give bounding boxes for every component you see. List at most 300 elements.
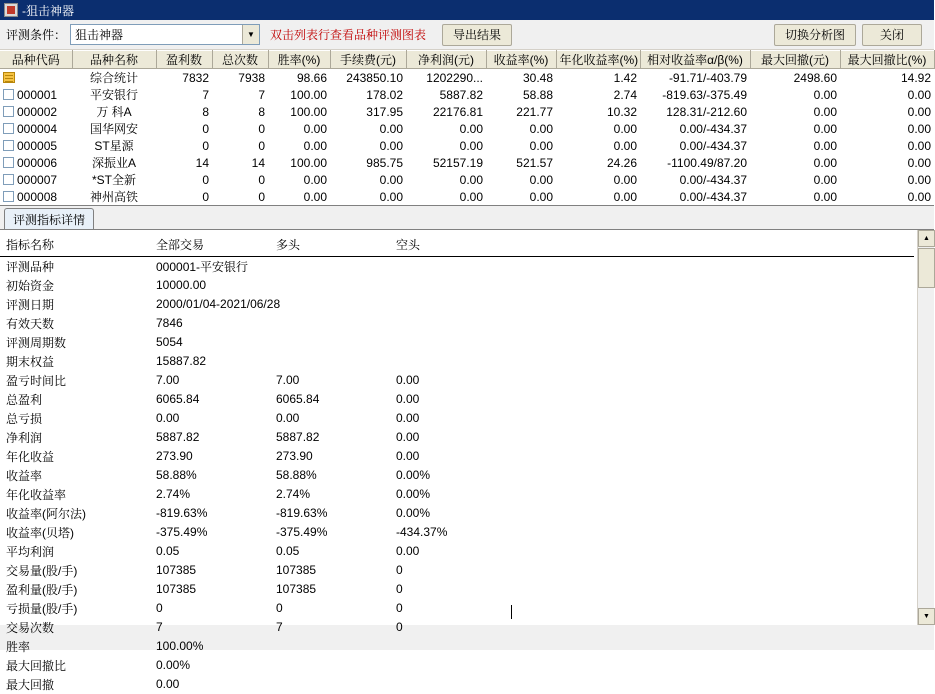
cell-relative-yield: 0.00/-434.37 <box>679 121 747 136</box>
cell-total: 7938 <box>238 70 265 85</box>
detail-cell-metric: 评测品种 <box>6 259 55 274</box>
cell-annual-yield: 10.32 <box>606 104 637 119</box>
detail-cell-short <box>390 352 510 371</box>
detail-row <box>0 256 914 276</box>
cell-netprofit: 52157.19 <box>432 155 483 170</box>
detail-cell-long <box>270 333 390 352</box>
cell-fee: 0.00 <box>379 172 403 187</box>
cell-name: 国华网安 <box>89 122 138 136</box>
cell-wins: 0 <box>202 189 209 204</box>
cell-max-drawdown: 0.00 <box>813 189 837 204</box>
detail-table <box>0 230 914 694</box>
close-button[interactable]: 关闭 <box>862 24 922 46</box>
detail-cell-long: 0.00 <box>276 411 300 425</box>
detail-cell-short <box>390 675 510 694</box>
results-table-header-row <box>0 51 934 69</box>
cell-relative-yield: -1100.49/87.20 <box>667 155 747 170</box>
condition-combobox-value: 狙击神器 <box>75 28 124 42</box>
detail-cell-metric: 评测周期数 <box>6 335 67 350</box>
detail-row <box>0 409 914 428</box>
cell-winrate: 0.00 <box>303 189 327 204</box>
cell-code[interactable] <box>0 86 72 103</box>
tab-strip <box>0 206 934 230</box>
cell-annual-yield: 2.74 <box>613 87 637 102</box>
col-header-max-drawdown-pct[interactable]: 最大回撤比(%) <box>840 51 934 69</box>
cell-code-text: 000007 <box>17 172 58 187</box>
cell-annual-yield: 0.00 <box>613 138 637 153</box>
detail-cell-short: 0.00 <box>396 411 420 425</box>
cell-name: 深振业A <box>91 156 136 170</box>
cell-annual-yield: 0.00 <box>613 189 637 204</box>
detail-cell-filler <box>510 428 914 447</box>
detail-row <box>0 352 914 371</box>
detail-cell-short: 0.00 <box>396 373 420 387</box>
detail-cell-metric: 年化收益率 <box>6 487 67 502</box>
scroll-down-button[interactable]: ▼ <box>918 608 935 625</box>
cell-code[interactable] <box>0 171 72 188</box>
detail-cell-long: 273.90 <box>276 449 313 463</box>
detail-cell-filler <box>510 656 914 675</box>
cell-code-text: 000004 <box>17 121 58 136</box>
cell-annual-yield: 24.26 <box>606 155 637 170</box>
detail-cell-metric: 亏损量(股/手) <box>6 601 78 616</box>
detail-cell-short: 0 <box>396 563 403 577</box>
detail-cell-metric: 年化收益 <box>6 449 55 464</box>
checkbox-icon[interactable] <box>3 106 14 117</box>
detail-cell-long: 5887.82 <box>276 430 320 444</box>
cell-relative-yield: -91.71/-403.79 <box>668 70 747 85</box>
cell-netprofit: 5887.82 <box>439 87 483 102</box>
detail-cell-long: 0.05 <box>276 544 300 558</box>
cell-name: *ST全新 <box>91 173 136 187</box>
cell-winrate: 0.00 <box>303 138 327 153</box>
cell-wins: 0 <box>202 121 209 136</box>
detail-row <box>0 599 914 618</box>
detail-cell-filler <box>510 637 914 656</box>
cell-annual-yield: 0.00 <box>613 121 637 136</box>
detail-cell-metric: 初始资金 <box>6 278 55 293</box>
cell-wins: 0 <box>202 172 209 187</box>
detail-cell-metric: 盈亏时间比 <box>6 373 67 388</box>
export-results-button[interactable]: 导出结果 <box>442 24 512 46</box>
cell-max-drawdown: 0.00 <box>813 172 837 187</box>
detail-row <box>0 466 914 485</box>
cell-code[interactable] <box>0 154 72 171</box>
app-icon <box>4 3 18 17</box>
detail-row <box>0 390 914 409</box>
cell-winrate: 100.00 <box>290 104 327 119</box>
detail-row <box>0 447 914 466</box>
cell-total: 0 <box>258 138 265 153</box>
detail-cell-filler <box>510 466 914 485</box>
cell-max-drawdown: 0.00 <box>813 87 837 102</box>
cell-wins: 0 <box>202 138 209 153</box>
results-grid <box>0 50 934 206</box>
cell-wins: 14 <box>195 155 209 170</box>
detail-row <box>0 561 914 580</box>
cell-code[interactable] <box>0 69 72 87</box>
detail-row <box>0 276 914 295</box>
cell-netprofit: 0.00 <box>459 189 483 204</box>
detail-cell-all: 6065.84 <box>156 392 200 406</box>
col-header-winrate[interactable]: 胜率(%) <box>268 51 330 69</box>
detail-cell-all: 10000.00 <box>156 278 207 292</box>
cell-code-text: 000006 <box>17 155 58 170</box>
cell-netprofit: 0.00 <box>459 138 483 153</box>
detail-cell-metric: 交易次数 <box>6 620 55 635</box>
cell-fee: 0.00 <box>379 138 403 153</box>
cell-code-text: 000008 <box>17 189 58 204</box>
detail-cell-all: 2000/01/04-2021/06/28 <box>156 297 281 311</box>
detail-cell-all: 2.74% <box>156 487 191 501</box>
detail-cell-long: -819.63% <box>276 506 328 520</box>
detail-cell-all: 7 <box>156 620 163 634</box>
detail-cell-filler <box>510 580 914 599</box>
col-header-max-drawdown[interactable]: 最大回撤(元) <box>750 51 840 69</box>
detail-cell-all: 107385 <box>156 563 197 577</box>
detail-col-header-long: 多头 <box>270 230 390 256</box>
condition-combobox[interactable] <box>70 24 260 45</box>
detail-row <box>0 542 914 561</box>
detail-cell-filler <box>510 523 914 542</box>
detail-cell-all: 0.00% <box>156 658 191 672</box>
table-row[interactable] <box>0 188 934 205</box>
detail-cell-metric: 盈利量(股/手) <box>6 582 78 597</box>
detail-row <box>0 314 914 333</box>
detail-cell-long <box>270 256 390 276</box>
title-bar <box>0 0 934 20</box>
table-row[interactable] <box>0 171 934 188</box>
results-table-body <box>0 69 934 206</box>
tab-metric-details[interactable]: 评测指标详情 <box>4 208 94 229</box>
cell-max-drawdown-pct: 0.00 <box>907 104 931 119</box>
cell-code-text: 000002 <box>17 104 58 119</box>
checkbox-icon[interactable] <box>3 157 14 168</box>
detail-cell-all: 15887.82 <box>156 354 207 368</box>
col-header-annual-yield[interactable]: 年化收益率(%) <box>556 51 640 69</box>
detail-cell-filler <box>510 256 914 276</box>
detail-row <box>0 371 914 390</box>
detail-cell-long: 0 <box>276 601 283 615</box>
cell-name: 平安银行 <box>89 88 138 102</box>
condition-label: 评测条件： <box>6 28 67 42</box>
cell-fee: 985.75 <box>366 155 403 170</box>
detail-cell-long: 7.00 <box>276 373 300 387</box>
detail-row <box>0 333 914 352</box>
cell-yield: 221.77 <box>516 104 553 119</box>
detail-cell-metric: 收益率(贝塔) <box>6 525 74 540</box>
detail-cell-short: -434.37% <box>396 525 448 539</box>
detail-cell-metric: 总亏损 <box>6 411 43 426</box>
switch-chart-button[interactable]: 切换分析图 <box>774 24 856 46</box>
cell-netprofit: 1202290... <box>426 70 483 85</box>
detail-col-header-short: 空头 <box>390 230 510 256</box>
cell-max-drawdown-pct: 0.00 <box>907 121 931 136</box>
cell-yield: 0.00 <box>529 189 553 204</box>
cell-relative-yield: 128.31/-212.60 <box>666 104 747 119</box>
cell-max-drawdown-pct: 0.00 <box>907 87 931 102</box>
cell-total: 7 <box>258 87 265 102</box>
detail-cell-long: 107385 <box>276 582 317 596</box>
detail-cell-filler <box>510 675 914 694</box>
detail-vertical-scrollbar[interactable] <box>917 230 934 625</box>
detail-cell-filler <box>510 390 914 409</box>
detail-table-body <box>0 256 914 694</box>
cell-netprofit: 0.00 <box>459 121 483 136</box>
detail-row <box>0 428 914 447</box>
window-title: -狙击神器 <box>22 3 74 18</box>
detail-cell-filler <box>510 618 914 637</box>
checkbox-icon[interactable] <box>3 140 14 151</box>
cell-winrate: 0.00 <box>303 121 327 136</box>
cell-max-drawdown-pct: 14.92 <box>900 70 931 85</box>
detail-cell-filler <box>510 409 914 428</box>
cell-yield: 521.57 <box>516 155 553 170</box>
table-row[interactable] <box>0 103 934 120</box>
detail-cell-all: 7846 <box>156 316 183 330</box>
checkbox-icon[interactable] <box>3 174 14 185</box>
cell-yield: 30.48 <box>522 70 553 85</box>
detail-cell-metric: 平均利润 <box>6 544 55 559</box>
detail-row <box>0 295 914 314</box>
col-header-wins[interactable]: 盈利数 <box>156 51 212 69</box>
detail-cell-all: 5054 <box>156 335 183 349</box>
cell-max-drawdown-pct: 0.00 <box>907 155 931 170</box>
detail-cell-filler <box>510 504 914 523</box>
detail-cell-long <box>270 276 390 295</box>
detail-cell-filler <box>510 447 914 466</box>
col-header-code[interactable]: 品种代码 <box>0 51 72 69</box>
detail-row <box>0 618 914 637</box>
table-row[interactable] <box>0 137 934 154</box>
checkbox-icon[interactable] <box>3 191 14 202</box>
cell-netprofit: 22176.81 <box>432 104 483 119</box>
cell-max-drawdown-pct: 0.00 <box>907 172 931 187</box>
cell-total: 14 <box>251 155 265 170</box>
detail-cell-long <box>270 314 390 333</box>
cell-winrate: 0.00 <box>303 172 327 187</box>
cell-name: 综合统计 <box>89 71 138 85</box>
cell-max-drawdown-pct: 0.00 <box>907 138 931 153</box>
cell-relative-yield: 0.00/-434.37 <box>679 138 747 153</box>
detail-row <box>0 523 914 542</box>
detail-cell-metric: 期末权益 <box>6 354 55 369</box>
detail-cell-short: 0 <box>396 582 403 596</box>
detail-cell-filler <box>510 333 914 352</box>
detail-cell-long <box>270 656 390 675</box>
detail-cell-filler <box>510 599 914 618</box>
col-header-netprofit[interactable]: 净利润(元) <box>406 51 486 69</box>
cell-annual-yield: 0.00 <box>613 172 637 187</box>
cell-total: 8 <box>258 104 265 119</box>
cell-code[interactable] <box>0 103 72 120</box>
detail-cell-filler <box>510 561 914 580</box>
detail-col-header-filler <box>510 230 914 256</box>
cell-name: 万 科A <box>96 105 132 119</box>
detail-row <box>0 504 914 523</box>
col-header-relative-yield[interactable]: 相对收益率α/β(%) <box>640 51 750 69</box>
detail-cell-short: 0.00 <box>396 544 420 558</box>
detail-cell-short <box>390 295 510 314</box>
cell-max-drawdown-pct: 0.00 <box>907 189 931 204</box>
cell-relative-yield: 0.00/-434.37 <box>679 189 747 204</box>
detail-cell-short <box>390 256 510 276</box>
detail-cell-filler <box>510 371 914 390</box>
table-row[interactable] <box>0 86 934 103</box>
cell-winrate: 100.00 <box>290 87 327 102</box>
col-header-name[interactable]: 品种名称 <box>72 51 156 69</box>
detail-cell-long: 6065.84 <box>276 392 320 406</box>
detail-cell-short <box>390 333 510 352</box>
cell-code[interactable] <box>0 137 72 154</box>
cell-wins: 8 <box>202 104 209 119</box>
detail-cell-long: -375.49% <box>276 525 328 539</box>
checkbox-icon[interactable] <box>3 89 14 100</box>
detail-cell-long <box>270 675 390 694</box>
cell-total: 0 <box>258 189 265 204</box>
detail-cell-long: 7 <box>276 620 283 634</box>
chevron-down-icon[interactable]: ▼ <box>242 25 259 44</box>
detail-cell-metric: 最大回撤 <box>6 677 55 692</box>
detail-cell-all: 0.00 <box>156 677 180 691</box>
detail-cell-long <box>270 637 390 656</box>
detail-cell-all: -375.49% <box>156 525 208 539</box>
cell-relative-yield: -819.63/-375.49 <box>662 87 747 102</box>
col-header-total[interactable]: 总次数 <box>212 51 268 69</box>
detail-cell-filler <box>510 352 914 371</box>
detail-cell-metric: 评测日期 <box>6 297 55 312</box>
detail-cell-short: 0 <box>396 601 403 615</box>
hint-text: 双击列表行查看品种评测图表 <box>270 28 427 42</box>
cell-yield: 0.00 <box>529 172 553 187</box>
scroll-thumb[interactable] <box>918 248 935 288</box>
cell-code-text: 000001 <box>17 87 58 102</box>
detail-cell-long: 107385 <box>276 563 317 577</box>
results-table <box>0 50 935 205</box>
checkbox-icon[interactable] <box>3 123 14 134</box>
detail-cell-short <box>390 656 510 675</box>
cell-fee: 0.00 <box>379 189 403 204</box>
col-header-yield[interactable]: 收益率(%) <box>486 51 556 69</box>
detail-cell-all: 107385 <box>156 582 197 596</box>
detail-cell-all: -819.63% <box>156 506 208 520</box>
detail-cell-metric: 交易量(股/手) <box>6 563 78 578</box>
detail-cell-all: 5887.82 <box>156 430 200 444</box>
cell-name: ST星源 <box>94 139 134 153</box>
cell-winrate: 100.00 <box>290 155 327 170</box>
detail-cell-short: 0.00 <box>396 449 420 463</box>
detail-cell-filler <box>510 542 914 561</box>
cell-code[interactable] <box>0 120 72 137</box>
detail-cell-metric: 有效天数 <box>6 316 55 331</box>
toolbar <box>0 20 934 50</box>
detail-col-header-all: 全部交易 <box>150 230 270 256</box>
folder-icon[interactable] <box>3 72 15 83</box>
scroll-up-button[interactable]: ▲ <box>918 230 935 247</box>
detail-cell-metric: 净利润 <box>6 430 43 445</box>
detail-cell-short: 0 <box>396 620 403 634</box>
detail-cell-metric: 胜率 <box>6 639 31 654</box>
cell-max-drawdown: 0.00 <box>813 155 837 170</box>
detail-cell-filler <box>510 276 914 295</box>
detail-cell-short: 0.00 <box>396 392 420 406</box>
cell-fee: 178.02 <box>366 87 403 102</box>
cell-name: 神州高铁 <box>89 190 138 204</box>
detail-cell-all: 0 <box>156 601 163 615</box>
detail-panel <box>0 230 934 692</box>
col-header-fee[interactable]: 手续费(元) <box>330 51 406 69</box>
detail-cell-metric: 最大回撤比 <box>6 658 67 673</box>
detail-cell-all: 0.05 <box>156 544 180 558</box>
detail-cell-short: 0.00% <box>396 468 431 482</box>
detail-row <box>0 637 914 656</box>
detail-cell-all: 000001-平安银行 <box>156 259 249 274</box>
detail-cell-metric: 总盈利 <box>6 392 43 407</box>
table-row[interactable] <box>0 154 934 171</box>
detail-row <box>0 580 914 599</box>
detail-cell-all: 58.88% <box>156 468 197 482</box>
cell-code-text: 000005 <box>17 138 58 153</box>
cell-yield: 0.00 <box>529 121 553 136</box>
detail-row <box>0 485 914 504</box>
detail-cell-metric: 收益率 <box>6 468 43 483</box>
detail-cell-short: 0.00% <box>396 487 431 501</box>
cell-winrate: 98.66 <box>296 70 327 85</box>
cell-netprofit: 0.00 <box>459 172 483 187</box>
cell-fee: 243850.10 <box>346 70 403 85</box>
detail-row <box>0 675 914 694</box>
cell-fee: 0.00 <box>379 121 403 136</box>
text-caret <box>511 605 512 619</box>
cell-total: 0 <box>258 121 265 136</box>
detail-cell-all: 100.00% <box>156 639 204 653</box>
detail-cell-long: 58.88% <box>276 468 317 482</box>
detail-cell-filler <box>510 295 914 314</box>
cell-total: 0 <box>258 172 265 187</box>
cell-annual-yield: 1.42 <box>613 70 637 85</box>
detail-cell-short <box>390 314 510 333</box>
cell-relative-yield: 0.00/-434.37 <box>679 172 747 187</box>
detail-cell-all: 0.00 <box>156 411 180 425</box>
cell-max-drawdown: 2498.60 <box>793 70 837 85</box>
table-row[interactable] <box>0 120 934 137</box>
detail-cell-all: 273.90 <box>156 449 193 463</box>
detail-row <box>0 656 914 675</box>
cell-max-drawdown: 0.00 <box>813 138 837 153</box>
cell-fee: 317.95 <box>366 104 403 119</box>
cell-code[interactable] <box>0 188 72 205</box>
detail-cell-filler <box>510 485 914 504</box>
cell-yield: 58.88 <box>522 87 553 102</box>
cell-max-drawdown: 0.00 <box>813 121 837 136</box>
cell-wins: 7832 <box>182 70 209 85</box>
detail-cell-long <box>270 295 390 314</box>
detail-cell-short: 0.00% <box>396 506 431 520</box>
detail-cell-filler <box>510 314 914 333</box>
detail-col-header-metric: 指标名称 <box>0 230 150 256</box>
detail-cell-metric: 收益率(阿尔法) <box>6 506 86 521</box>
table-row[interactable] <box>0 69 934 87</box>
detail-header-row <box>0 230 914 256</box>
detail-cell-short <box>390 637 510 656</box>
detail-cell-long <box>270 352 390 371</box>
detail-cell-long: 2.74% <box>276 487 311 501</box>
cell-wins: 7 <box>202 87 209 102</box>
detail-cell-short <box>390 276 510 295</box>
detail-cell-short: 0.00 <box>396 430 420 444</box>
detail-cell-all: 7.00 <box>156 373 180 387</box>
cell-yield: 0.00 <box>529 138 553 153</box>
